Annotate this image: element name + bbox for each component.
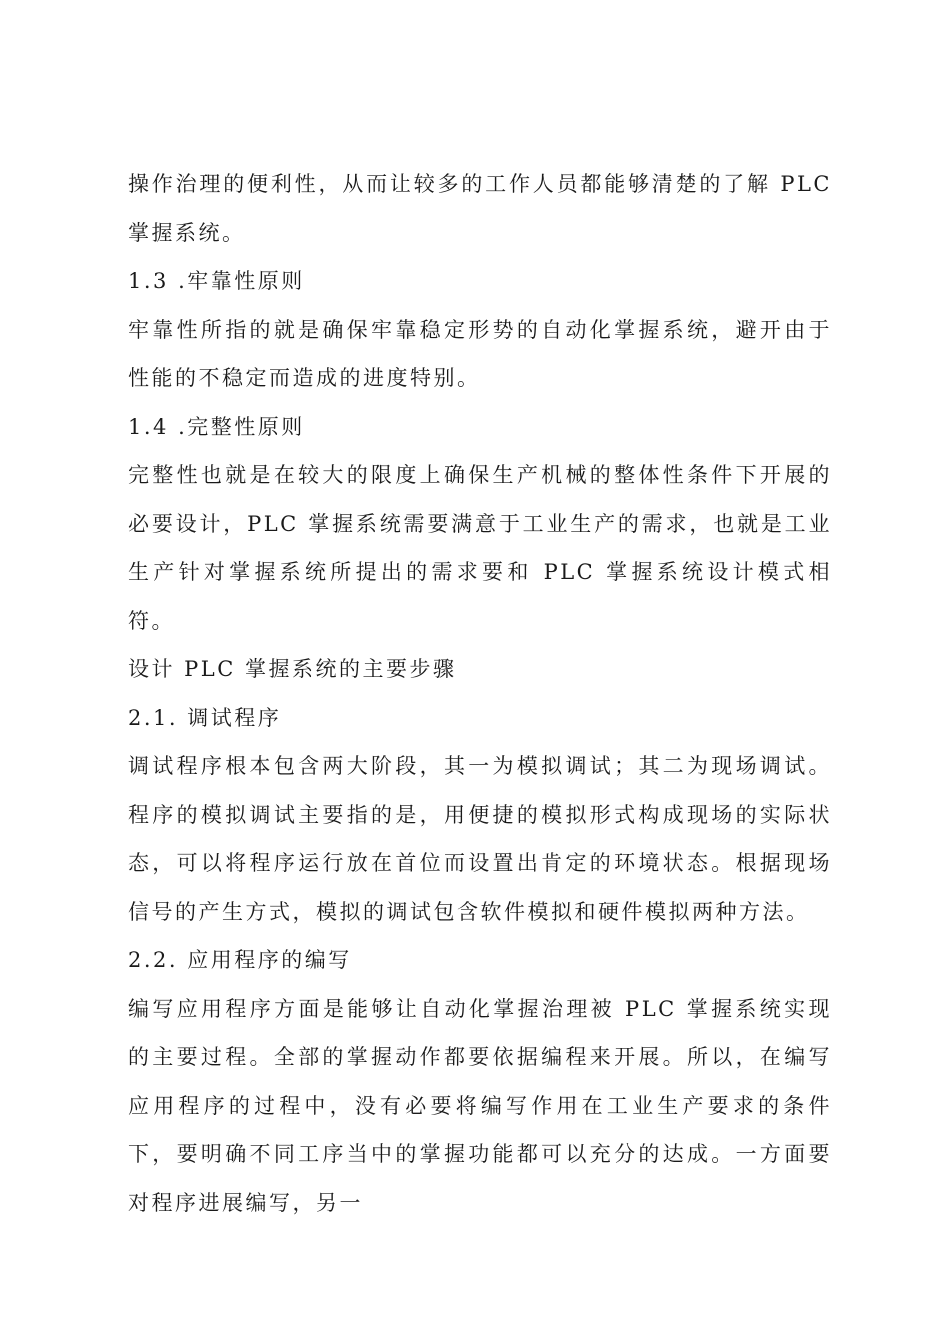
body-paragraph: 牢靠性所指的就是确保牢靠稳定形势的自动化掌握系统，避开由于性能的不稳定而造成的进度特别。 xyxy=(128,317,832,390)
section-heading: 2.2. 应用程序的编写 xyxy=(128,948,352,972)
body-paragraph: 完整性也就是在较大的限度上确保生产机械的整体性条件下开展的必要设计，PLC 掌握系统需要满意于工业生产的需求，也就是工业生产针对掌握系统所提出的需求要和 PLC 掌握系统设计模式相符。 xyxy=(128,463,832,633)
body-paragraph: 编写应用程序方面是能够让自动化掌握治理被 PLC 掌握系统实现的主要过程。全部的掌握动作都要依据编程来开展。所以，在编写应用程序的过程中，没有必要将编写作用在工业生产要求的条件下，要明确不同工序当中的掌握功能都可以充分的达成。一方面要对程序进展编写，另一 xyxy=(128,996,832,1215)
body-paragraph: 调试程序根本包含两大阶段，其一为模拟调试；其二为现场调试。程序的模拟调试主要指的是，用便捷的模拟形式构成现场的实际状态，可以将程序运行放在首位而设置出肯定的环境状态。根据现场信号的产生方式，模拟的调试包含软件模拟和硬件模拟两种方法。 xyxy=(128,754,832,924)
section-heading: 2.1. 调试程序 xyxy=(128,705,282,730)
section-heading: 设计 PLC 掌握系统的主要步骤 xyxy=(128,657,457,681)
body-paragraph: 操作治理的便利性，从而让较多的工作人员都能够清楚的了解 PLC 掌握系统。 xyxy=(128,172,832,245)
section-heading: 1.3 .牢靠性原则 xyxy=(128,269,305,293)
document-body xyxy=(128,160,832,1227)
section-heading: 1.4 .完整性原则 xyxy=(128,414,305,439)
